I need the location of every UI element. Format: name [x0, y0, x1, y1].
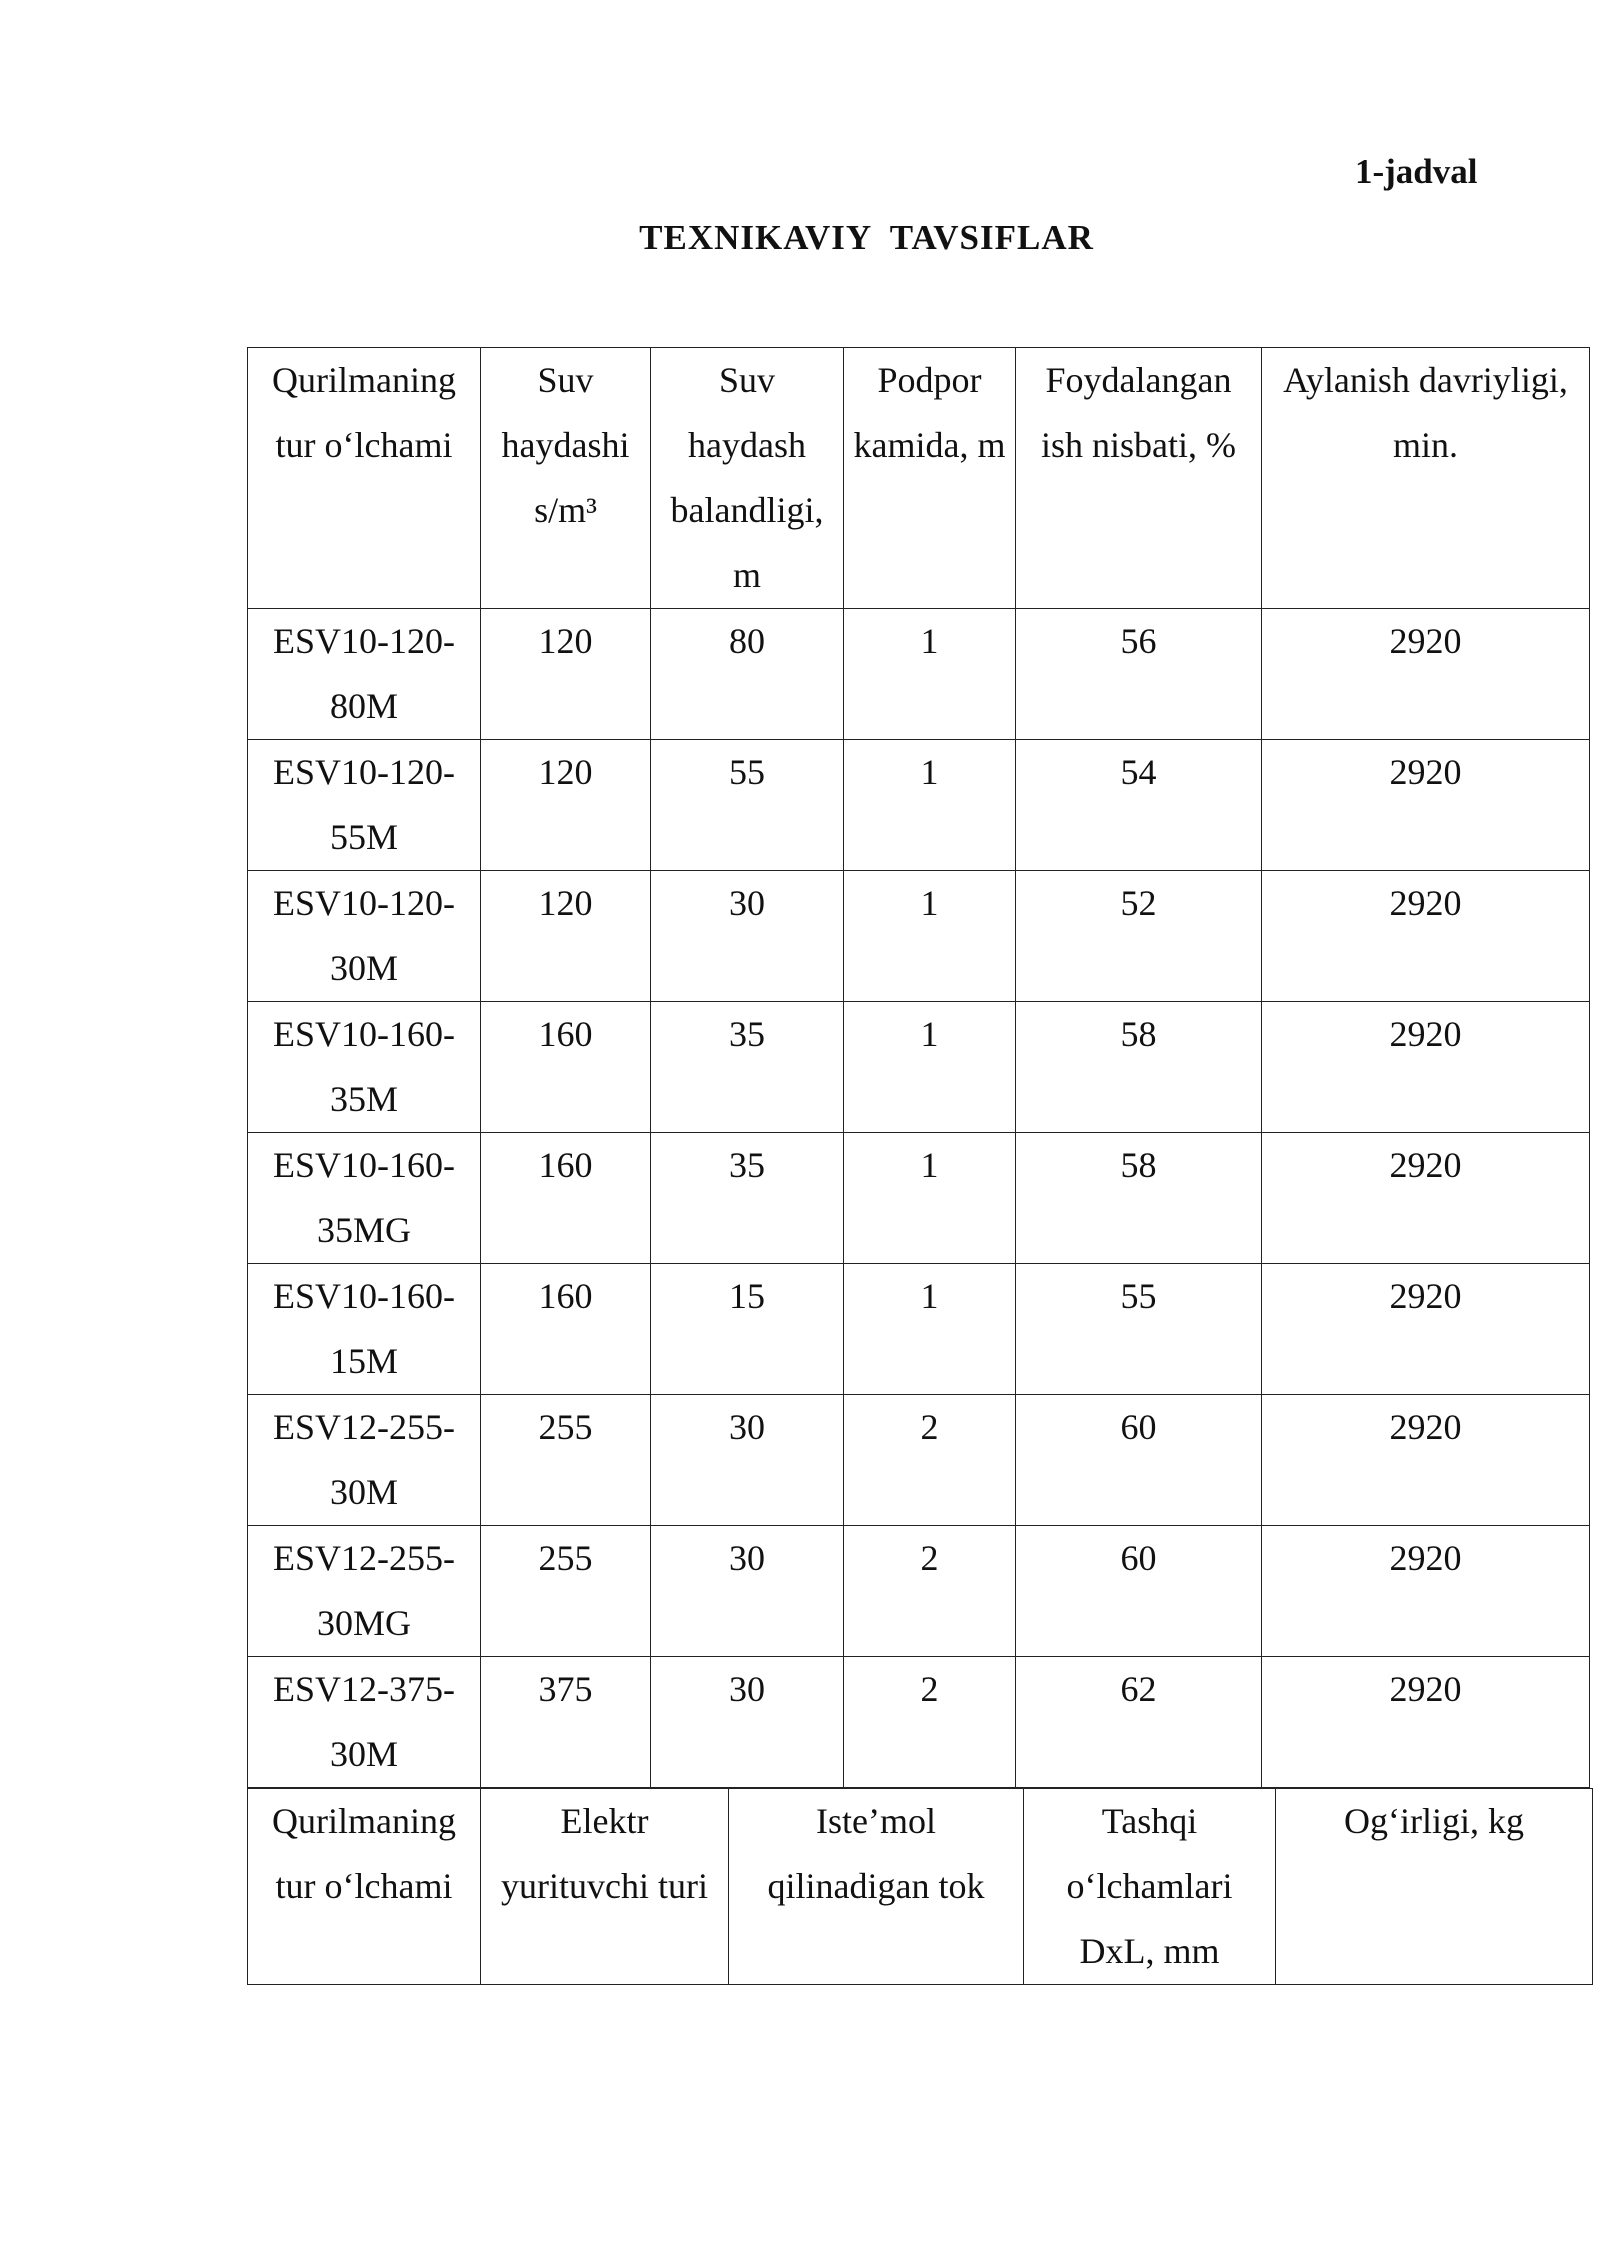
value-cell	[844, 740, 1016, 871]
value-cell	[481, 1657, 651, 1788]
value-cell	[481, 1002, 651, 1133]
value-cell	[1262, 1395, 1590, 1526]
value-cell	[651, 1657, 844, 1788]
model-cell	[248, 1264, 481, 1395]
value-cell	[844, 1002, 1016, 1133]
cell-value: 160	[538, 1276, 593, 1316]
model-name: ESV10-120-30M	[273, 883, 455, 988]
value-cell	[1262, 1002, 1590, 1133]
table-row	[248, 740, 1590, 871]
value-cell	[844, 1526, 1016, 1657]
table-row	[248, 1133, 1590, 1264]
value-cell	[1016, 1133, 1262, 1264]
cell-value: 160	[538, 1145, 593, 1185]
header-label: Elektr yurituvchi turi	[501, 1801, 708, 1906]
model-name: ESV12-375-30M	[273, 1669, 455, 1774]
header-cell	[248, 1789, 481, 1985]
table-row	[248, 1264, 1590, 1395]
cell-value: 56	[1120, 621, 1157, 661]
cell-value: 2920	[1389, 1669, 1462, 1709]
cell-value: 54	[1120, 752, 1157, 792]
value-cell	[651, 871, 844, 1002]
value-cell	[1262, 1133, 1590, 1264]
model-name: ESV10-120-55M	[273, 752, 455, 857]
header-label: Og‘irligi, kg	[1344, 1801, 1524, 1841]
header-label: Aylanish davriyligi, min.	[1283, 360, 1568, 465]
header-label: Foydalangan ish nisbati, %	[1041, 360, 1236, 465]
value-cell	[1016, 871, 1262, 1002]
value-cell	[651, 740, 844, 871]
cell-value: 2	[920, 1538, 939, 1578]
value-cell	[1262, 1526, 1590, 1657]
cell-value: 2	[920, 1407, 939, 1447]
model-cell	[248, 1526, 481, 1657]
model-name: ESV12-255-30M	[273, 1407, 455, 1512]
cell-value: 2920	[1389, 621, 1462, 661]
header-label: Suv haydash balandligi, m	[670, 360, 824, 595]
value-cell	[1016, 609, 1262, 740]
cell-value: 35	[729, 1014, 765, 1054]
value-cell	[1262, 1657, 1590, 1788]
model-cell	[248, 609, 481, 740]
value-cell	[1016, 1526, 1262, 1657]
header-cell	[844, 348, 1016, 609]
cell-value: 60	[1120, 1407, 1157, 1447]
header-cell	[481, 348, 651, 609]
cell-value: 58	[1120, 1014, 1157, 1054]
cell-value: 80	[729, 621, 765, 661]
value-cell	[844, 1395, 1016, 1526]
model-cell	[248, 871, 481, 1002]
value-cell	[651, 1526, 844, 1657]
value-cell	[481, 1133, 651, 1264]
cell-value: 120	[538, 621, 593, 661]
header-label: Podpor kamida, m	[853, 360, 1006, 465]
header-cell	[651, 348, 844, 609]
table-number-label: 1-jadval	[1355, 152, 1478, 191]
table-row	[248, 1395, 1590, 1526]
cell-value: 255	[538, 1538, 593, 1578]
value-cell	[481, 1395, 651, 1526]
value-cell	[1262, 740, 1590, 871]
value-cell	[481, 871, 651, 1002]
value-cell	[844, 871, 1016, 1002]
page-title: TEXNIKAVIY TAVSIFLAR	[639, 218, 1094, 257]
header-cell	[481, 1789, 729, 1985]
cell-value: 1	[920, 883, 939, 923]
cell-value: 30	[729, 1407, 765, 1447]
additional-specs-table	[247, 1788, 1593, 1985]
model-name: ESV10-160-35M	[273, 1014, 455, 1119]
cell-value: 2920	[1389, 1276, 1462, 1316]
model-cell	[248, 740, 481, 871]
specifications-table	[247, 347, 1590, 1788]
model-name: ESV10-120-80M	[273, 621, 455, 726]
header-label: Qurilmaning tur o‘lchami	[272, 1801, 456, 1906]
cell-value: 1	[920, 621, 939, 661]
value-cell	[651, 1264, 844, 1395]
cell-value: 2920	[1389, 1014, 1462, 1054]
cell-value: 255	[538, 1407, 593, 1447]
cell-value: 1	[920, 1276, 939, 1316]
table-row	[248, 1657, 1590, 1788]
model-cell	[248, 1657, 481, 1788]
table-row	[248, 871, 1590, 1002]
header-cell	[1016, 348, 1262, 609]
cell-value: 2920	[1389, 1407, 1462, 1447]
table-row	[248, 609, 1590, 740]
value-cell	[1262, 1264, 1590, 1395]
model-name: ESV10-160-35MG	[273, 1145, 455, 1250]
cell-value: 1	[920, 1014, 939, 1054]
header-cell	[1276, 1789, 1593, 1985]
cell-value: 1	[920, 1145, 939, 1185]
header-label: Iste’mol qilinadigan tok	[767, 1801, 985, 1906]
header-cell	[1024, 1789, 1276, 1985]
header-label: Suv haydashi s/m³	[501, 360, 630, 530]
value-cell	[1262, 871, 1590, 1002]
value-cell	[1262, 609, 1590, 740]
cell-value: 15	[729, 1276, 765, 1316]
value-cell	[651, 609, 844, 740]
cell-value: 55	[1120, 1276, 1157, 1316]
cell-value: 120	[538, 752, 593, 792]
cell-value: 30	[729, 1669, 765, 1709]
cell-value: 2920	[1389, 883, 1462, 923]
cell-value: 160	[538, 1014, 593, 1054]
header-cell	[1262, 348, 1590, 609]
value-cell	[481, 1264, 651, 1395]
value-cell	[1016, 1657, 1262, 1788]
cell-value: 30	[729, 1538, 765, 1578]
value-cell	[844, 609, 1016, 740]
cell-value: 2920	[1389, 752, 1462, 792]
cell-value: 60	[1120, 1538, 1157, 1578]
value-cell	[1016, 1264, 1262, 1395]
model-cell	[248, 1002, 481, 1133]
cell-value: 120	[538, 883, 593, 923]
table-row	[248, 1526, 1590, 1657]
value-cell	[1016, 1395, 1262, 1526]
value-cell	[844, 1264, 1016, 1395]
cell-value: 2920	[1389, 1538, 1462, 1578]
header-cell	[729, 1789, 1024, 1985]
table-header-row	[248, 348, 1590, 609]
cell-value: 1	[920, 752, 939, 792]
cell-value: 55	[729, 752, 765, 792]
cell-value: 2	[920, 1669, 939, 1709]
cell-value: 2920	[1389, 1145, 1462, 1185]
value-cell	[651, 1395, 844, 1526]
header-label: Qurilmaning tur o‘lchami	[272, 360, 456, 465]
table-row	[248, 1002, 1590, 1133]
cell-value: 62	[1120, 1669, 1157, 1709]
value-cell	[844, 1133, 1016, 1264]
value-cell	[651, 1002, 844, 1133]
model-name: ESV12-255-30MG	[273, 1538, 455, 1643]
cell-value: 30	[729, 883, 765, 923]
model-name: ESV10-160-15M	[273, 1276, 455, 1381]
table-header-row	[248, 1789, 1593, 1985]
cell-value: 52	[1120, 883, 1157, 923]
value-cell	[1016, 1002, 1262, 1133]
value-cell	[844, 1657, 1016, 1788]
cell-value: 35	[729, 1145, 765, 1185]
model-cell	[248, 1395, 481, 1526]
value-cell	[651, 1133, 844, 1264]
cell-value: 375	[538, 1669, 593, 1709]
value-cell	[481, 740, 651, 871]
header-label: Tashqi o‘lchamlari DxL, mm	[1066, 1801, 1233, 1971]
value-cell	[481, 609, 651, 740]
cell-value: 58	[1120, 1145, 1157, 1185]
header-cell	[248, 348, 481, 609]
value-cell	[481, 1526, 651, 1657]
value-cell	[1016, 740, 1262, 871]
model-cell	[248, 1133, 481, 1264]
